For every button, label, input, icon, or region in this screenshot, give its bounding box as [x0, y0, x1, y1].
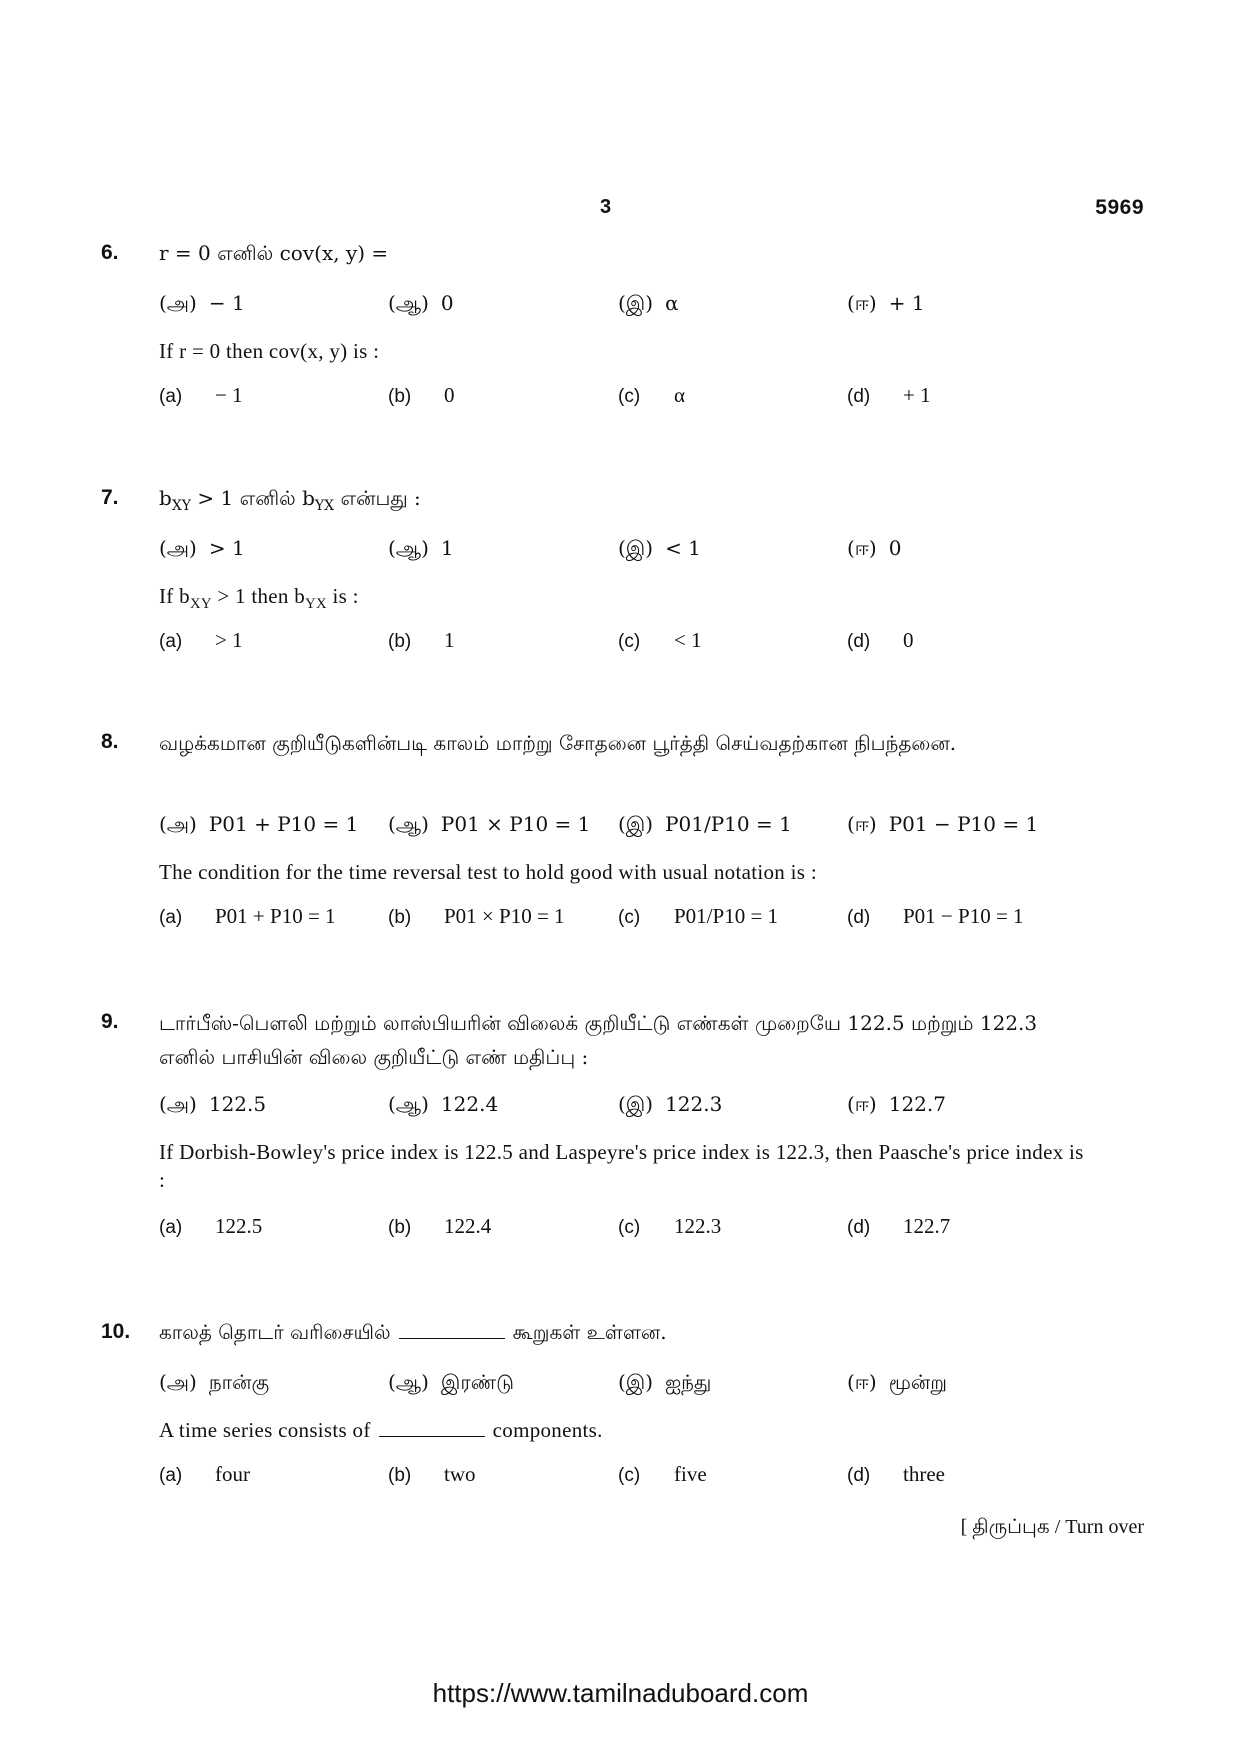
option-c: (c) < 1	[618, 628, 702, 652]
english-options	[159, 628, 1119, 658]
option-b: (ஆ) 122.4	[388, 1092, 499, 1116]
option-d: (d) + 1	[847, 383, 931, 407]
option-d: (ஈ) + 1	[847, 291, 925, 315]
option-a: (a) > 1	[159, 628, 243, 652]
option-b: (ஆ) 0	[388, 291, 454, 315]
option-a: (அ) நான்கு	[159, 1370, 270, 1394]
option-a: (அ) P01 + P10 = 1	[159, 812, 359, 836]
option-c: (c) five	[618, 1462, 707, 1486]
option-b: (b) 1	[388, 628, 455, 652]
english-stem: If Dorbish-Bowley's price index is 122.5 and Laspeyre's price index is 122.3, then Paasche's price index is :	[159, 1140, 1084, 1192]
option-c: (c) P01/P10 = 1	[618, 904, 779, 928]
option-a: (a) 122.5	[159, 1214, 263, 1238]
option-d: (ஈ) மூன்று	[847, 1370, 947, 1394]
option-d: (ஈ) P01 − P10 = 1	[847, 812, 1039, 836]
option-c: (இ) α	[618, 291, 679, 315]
option-c: (c) 122.3	[618, 1214, 722, 1238]
tamil-stem: r = 0 எனில் cov(x, y) =	[159, 241, 389, 265]
option-d: (ஈ) 122.7	[847, 1092, 946, 1116]
option-d: (d) 0	[847, 628, 914, 652]
question-number: 6.	[101, 241, 119, 264]
answer-blank	[379, 1418, 485, 1437]
option-a: (அ) 122.5	[159, 1092, 267, 1116]
answer-blank	[399, 1320, 505, 1339]
option-b: (ஆ) 1	[388, 536, 454, 560]
option-c: (இ) P01/P10 = 1	[618, 812, 792, 836]
tamil-stem: வழக்கமான குறியீடுகளின்படி காலம் மாற்று சோதனை பூர்த்தி செய்வதற்கான நிபந்தனை.	[159, 731, 957, 755]
question-number: 8.	[101, 730, 119, 753]
tamil-options	[159, 1370, 1119, 1400]
option-c: (இ) < 1	[618, 536, 701, 560]
english-options	[159, 383, 1119, 413]
tamil-stem: காலத் தொடர் வரிசையில் கூறுகள் உள்ளன.	[159, 1320, 667, 1344]
option-b: (b) 122.4	[388, 1214, 492, 1238]
english-stem: If $b_{XY} > 1$ then $b_{YX}$ is :	[159, 584, 359, 613]
english-stem: A time series consists of components.	[159, 1418, 603, 1442]
option-b: (b) 0	[388, 383, 455, 407]
english-options	[159, 1462, 1119, 1492]
tamil-options	[159, 536, 1119, 566]
option-c: (c) α	[618, 383, 686, 407]
tamil-options	[159, 812, 1119, 842]
option-d: (d) 122.7	[847, 1214, 951, 1238]
turn-over-note: [ திருப்புக / Turn over	[960, 1516, 1144, 1538]
paper-code: 5969	[1095, 196, 1144, 219]
question-number: 9.	[101, 1010, 119, 1033]
question-number: 7.	[101, 486, 119, 509]
english-stem: If r = 0 then cov(x, y) is :	[159, 339, 380, 363]
option-b: (b) P01 × P10 = 1	[388, 904, 565, 928]
english-options	[159, 1214, 1119, 1244]
question-number: 10.	[101, 1320, 131, 1343]
tamil-options	[159, 291, 1119, 321]
option-a: (அ) − 1	[159, 291, 245, 315]
option-b: (ஆ) இரண்டு	[388, 1370, 514, 1394]
option-d: (ஈ) 0	[847, 536, 902, 560]
option-d: (d) three	[847, 1462, 945, 1486]
english-stem: The condition for the time reversal test to hold good with usual notation is :	[159, 860, 817, 884]
option-b: (ஆ) P01 × P10 = 1	[388, 812, 591, 836]
page-number: 3	[600, 196, 612, 218]
tamil-stem: டார்பீஸ்-பௌலி மற்றும் லாஸ்பியரின் விலைக் குறியீட்டு எண்கள் முறையே 122.5 மற்றும் 122.3 எனில் பாசியின் விலை குறியீட்டு எண் மதிப்பு :	[159, 1011, 1038, 1069]
option-a: (a) − 1	[159, 383, 243, 407]
option-a: (அ) > 1	[159, 536, 245, 560]
option-c: (இ) ஐந்து	[618, 1370, 712, 1394]
english-options	[159, 904, 1119, 934]
option-a: (a) P01 + P10 = 1	[159, 904, 336, 928]
option-b: (b) two	[388, 1462, 476, 1486]
option-c: (இ) 122.3	[618, 1092, 723, 1116]
option-a: (a) four	[159, 1462, 250, 1486]
option-d: (d) P01 − P10 = 1	[847, 904, 1024, 928]
tamil-stem: $b_{XY} > 1$ எனில் $b_{YX}$ என்பது :	[159, 486, 421, 514]
footer-url[interactable]: https://www.tamilnaduboard.com	[432, 1678, 809, 1708]
tamil-options	[159, 1092, 1119, 1122]
